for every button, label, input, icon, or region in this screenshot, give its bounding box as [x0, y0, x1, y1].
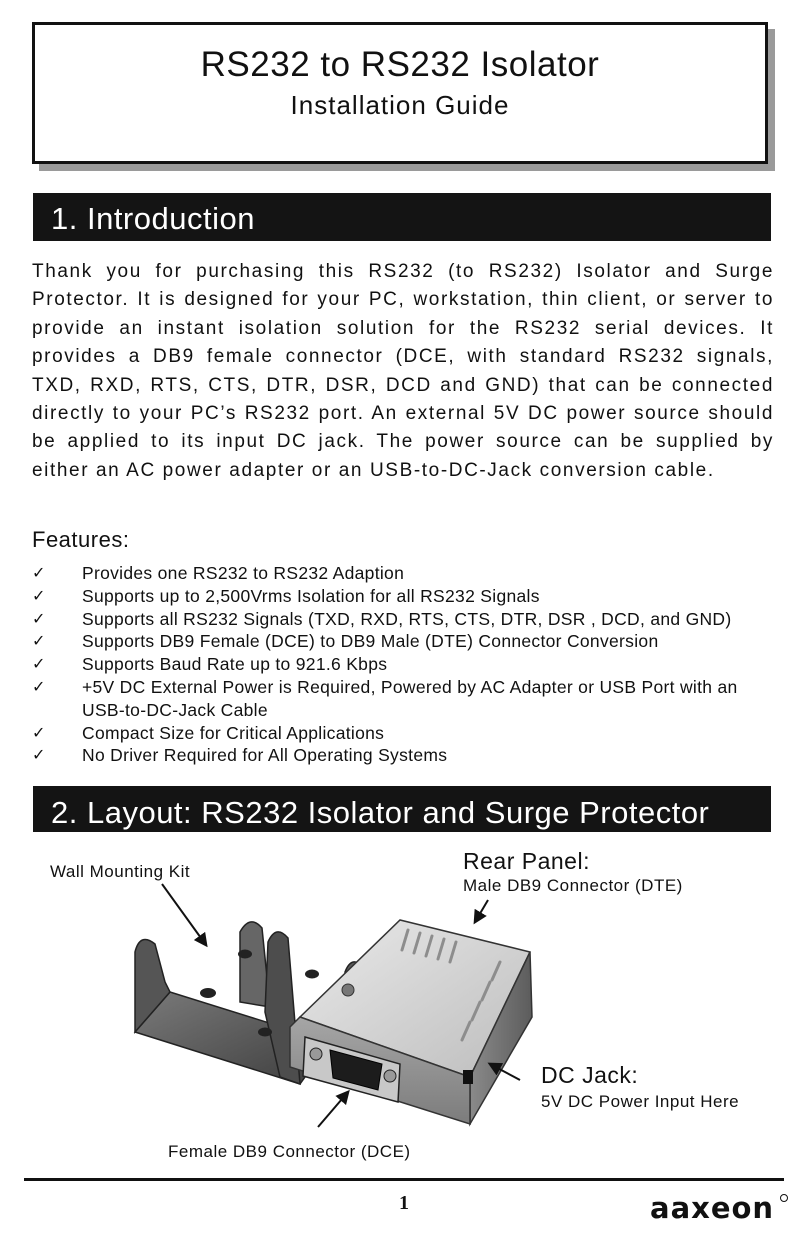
feature-item: ✓ Supports up to 2,500Vrms Isolation for all RS232 Signals: [32, 585, 540, 606]
document-subtitle: Installation Guide: [290, 90, 510, 120]
feature-item: ✓ No Driver Required for All Operating Systems: [32, 745, 448, 766]
feature-item: ✓ Provides one RS232 to RS232 Adaption: [32, 563, 405, 583]
feature-item: ✓ Compact Size for Critical Applications: [32, 722, 385, 743]
check-icon: ✓: [32, 745, 46, 765]
feature-item: ✓ Supports DB9 Female (DCE) to DB9 Male (DTE) Connector Conversion: [32, 631, 659, 652]
check-icon: ✓: [32, 563, 46, 582]
label-female-db9: Female DB9 Connector (DCE): [168, 1142, 411, 1161]
intro-paragraph: Thank you for purchasing this RS232 (to RS232) Isolator and Surge Protector. It is designed for your PC, workstation, thin client, or server to provide an instant isolation solution for the RS232 serial devices. It provides a DB9 female connector (DCE, with standard RS232 signals, TXD, RXD, RTS, CTS, DTR, DSR, DCD and GND) that can be connected directly to your PC’s RS232 port. An external 5V DC power source should be applied to its input DC jack. The power source can be supplied by either an AC power adapter or an USB-to-DC-Jack conversion cable.: [32, 261, 774, 481]
feature-item: ✓ Supports all RS232 Signals (TXD, RXD, RTS, CTS, DTR, DSR , DCD, and GND): [32, 608, 732, 629]
label-rear-panel-desc: Male DB9 Connector (DTE): [463, 876, 683, 895]
features-title: Features:: [32, 527, 130, 552]
layout-figure: [0, 832, 808, 1162]
label-wall-mounting-kit: Wall Mounting Kit: [50, 862, 191, 881]
label-dc-jack-title: DC Jack:: [541, 1062, 639, 1088]
arrow-wall-kit: [162, 884, 206, 945]
check-icon: ✓: [32, 631, 46, 651]
check-icon: ✓: [32, 722, 46, 742]
section-heading-introduction: 1. Introduction: [33, 193, 771, 241]
check-icon: ✓: [32, 654, 46, 674]
title-box: [32, 22, 768, 164]
feature-item: ✓ +5V DC External Power is Required, Powered by AC Adapter or USB Port with an USB-to-DC-Jack Cable: [32, 676, 738, 720]
check-icon: ✓: [32, 585, 46, 605]
check-icon: ✓: [32, 608, 46, 628]
document-title: RS232 to RS232 Isolator: [200, 45, 600, 84]
section-heading-layout: 2. Layout: RS232 Isolator and Surge Protector: [33, 786, 771, 832]
feature-item: ✓ Supports Baud Rate up to 921.6 Kbps: [32, 654, 388, 675]
features-list: [32, 562, 772, 767]
page-number: 1: [399, 1192, 409, 1214]
check-icon: ✓: [32, 676, 46, 696]
svg-text:aaxeon: aaxeon: [650, 1191, 775, 1224]
label-rear-panel-title: Rear Panel:: [463, 848, 590, 874]
arrow-rear-panel: [475, 900, 488, 922]
arrow-female-db9: [318, 1092, 348, 1127]
isolator-body: [290, 920, 532, 1124]
aaxeon-logo: [650, 1190, 790, 1224]
label-dc-jack-desc: 5V DC Power Input Here: [541, 1092, 740, 1111]
footer-divider: [24, 1178, 784, 1181]
